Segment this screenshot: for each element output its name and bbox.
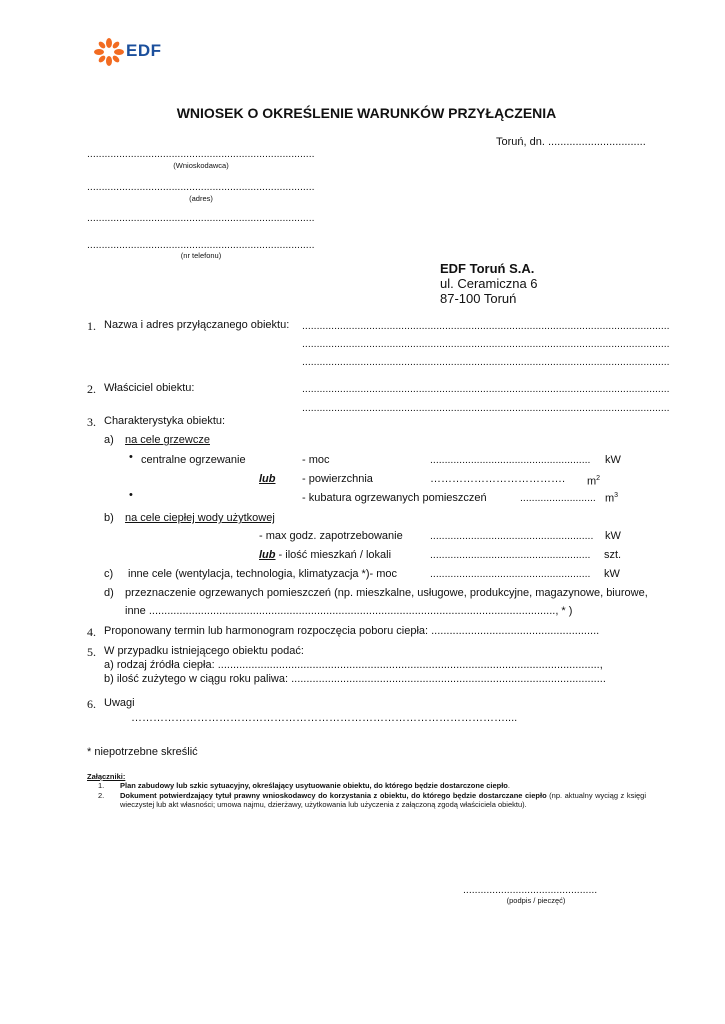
section-4-label: Proponowany termin lub harmonogram rozpoczęcia poboru ciepła: ....................................................... [104,625,600,637]
section-3d-line-1: przeznaczenie ogrzewanych pomieszczeń (np. mieszkalne, usługowe, produkcyjne, magazynowe, biurowe, [125,587,648,599]
area-label: - powierzchnia [302,473,373,485]
footnote: * niepotrzebne skreślić [87,746,198,758]
section-5b: b) ilość zużytego w ciągu roku paliwa: ....................................................................................................... [104,673,606,685]
recipient-street: ul. Ceramiczna 6 [440,276,538,291]
edf-logo-text: EDF [126,41,162,60]
section-3b-letter: b) [104,512,114,524]
section-2-label: Właściciel obiektu: [104,382,195,394]
annex-item-1-number: 1. [98,781,105,790]
edf-flower-icon [93,37,125,67]
power-label: - moc [302,454,330,466]
applicant-line: .............................................................................. [87,148,315,160]
max-demand-unit: kW [605,530,621,542]
section-3c-letter: c) [104,568,114,580]
section-2-dots-2: .............................................................................................................................. [302,402,670,414]
units-count-label: lub - ilość mieszkań / lokali [259,549,392,561]
section-3d-line-2: inne ....................................................................................................................................., * ) [125,605,573,617]
section-5a: a) rodzaj źródła ciepła: ............................................................................................................................., [104,659,603,671]
section-6-number: 6. [87,697,96,711]
section-5-label: W przypadku istniejącego obiektu podać: [104,645,304,657]
section-5-number: 5. [87,645,96,659]
section-2-dots: .............................................................................................................................. [302,383,670,395]
power-dots: ....................................................... [430,454,591,466]
section-1-dots-2: .............................................................................................................................. [302,338,670,350]
place-date: Toruń, dn. ................................ [496,136,646,148]
section-3c-unit: kW [604,568,620,580]
phone-line: .............................................................................. [87,239,315,251]
recipient-city: 87-100 Toruń [440,291,517,306]
signature-line: .............................................. [463,884,598,896]
section-6-dots: ………………………………………………………………………………………….... [131,712,518,724]
edf-logo [93,37,173,67]
section-4-number: 4. [87,625,96,639]
units-count-dots: ....................................................... [430,549,591,561]
address-line: .............................................................................. [87,181,315,193]
annex-item-1: Plan zabudowy lub szkic sytuacyjny, określający usytuowanie obiektu, do którego będzie dostarczone ciepło. [120,781,510,790]
section-2-number: 2. [87,382,96,396]
units-count-unit: szt. [604,549,622,561]
area-dots: ………………………………. [430,473,566,485]
or-label: lub [259,473,276,485]
annex-title: Załączniki: [87,772,126,781]
area-unit: $m^2$ [587,475,601,488]
volume-label: - kubatura ogrzewanych pomieszczeń [302,492,487,504]
power-unit: kW [605,454,621,466]
address-label: (adres) [189,194,213,203]
annex-item-2-number: 2. [98,791,105,800]
section-3d-letter: d) [104,587,114,599]
section-3b-label: na cele ciepłej wody użytkowej [125,512,275,524]
section-6-label: Uwagi [104,697,135,709]
section-3a-label: na cele grzewcze [125,434,210,446]
bullet: • [129,489,133,501]
address-line-2: .............................................................................. [87,212,315,224]
section-1-label: Nazwa i adres przyłączanego obiektu: [104,319,290,331]
section-3a-letter: a) [104,434,114,446]
bullet: • [129,451,133,463]
section-1-dots: .............................................................................................................................. [302,320,670,332]
max-demand-label: - max godz. zapotrzebowanie [259,530,403,542]
section-3-label: Charakterystyka obiektu: [104,415,226,427]
section-1-number: 1. [87,319,96,333]
volume-unit: $m^3$ [605,492,619,505]
signature-label: (podpis / pieczęć) [506,896,566,905]
page-title: WNIOSEK O OKREŚLENIE WARUNKÓW PRZYŁĄCZENIA [176,105,557,121]
central-heating-label: centralne ogrzewanie [141,454,246,466]
volume-dots: .......................... [520,492,596,504]
phone-label: (nr telefonu) [180,251,222,260]
max-demand-dots: ........................................................ [430,530,594,542]
recipient-name: EDF Toruń S.A. [440,261,535,276]
section-3-number: 3. [87,415,96,429]
section-3c-label: inne cele (wentylacja, technologia, klimatyzacja *)- moc [128,568,398,580]
applicant-label: (Wnioskodawca) [173,161,229,170]
section-1-dots-3: .............................................................................................................................. [302,356,670,368]
section-3c-dots: ....................................................... [430,568,591,580]
annex-item-2: Dokument potwierdzający tytuł prawny wnioskodawcy do korzystania z obiektu, do którego będzie dostarczane ciepło (np. aktualny wyciąg z księgi wieczystej lub akt własności; umowa najmu, dzierżawy, użytkowania lub użyczenia z załączoną zgodą właściciela obiektu). [120,791,646,809]
